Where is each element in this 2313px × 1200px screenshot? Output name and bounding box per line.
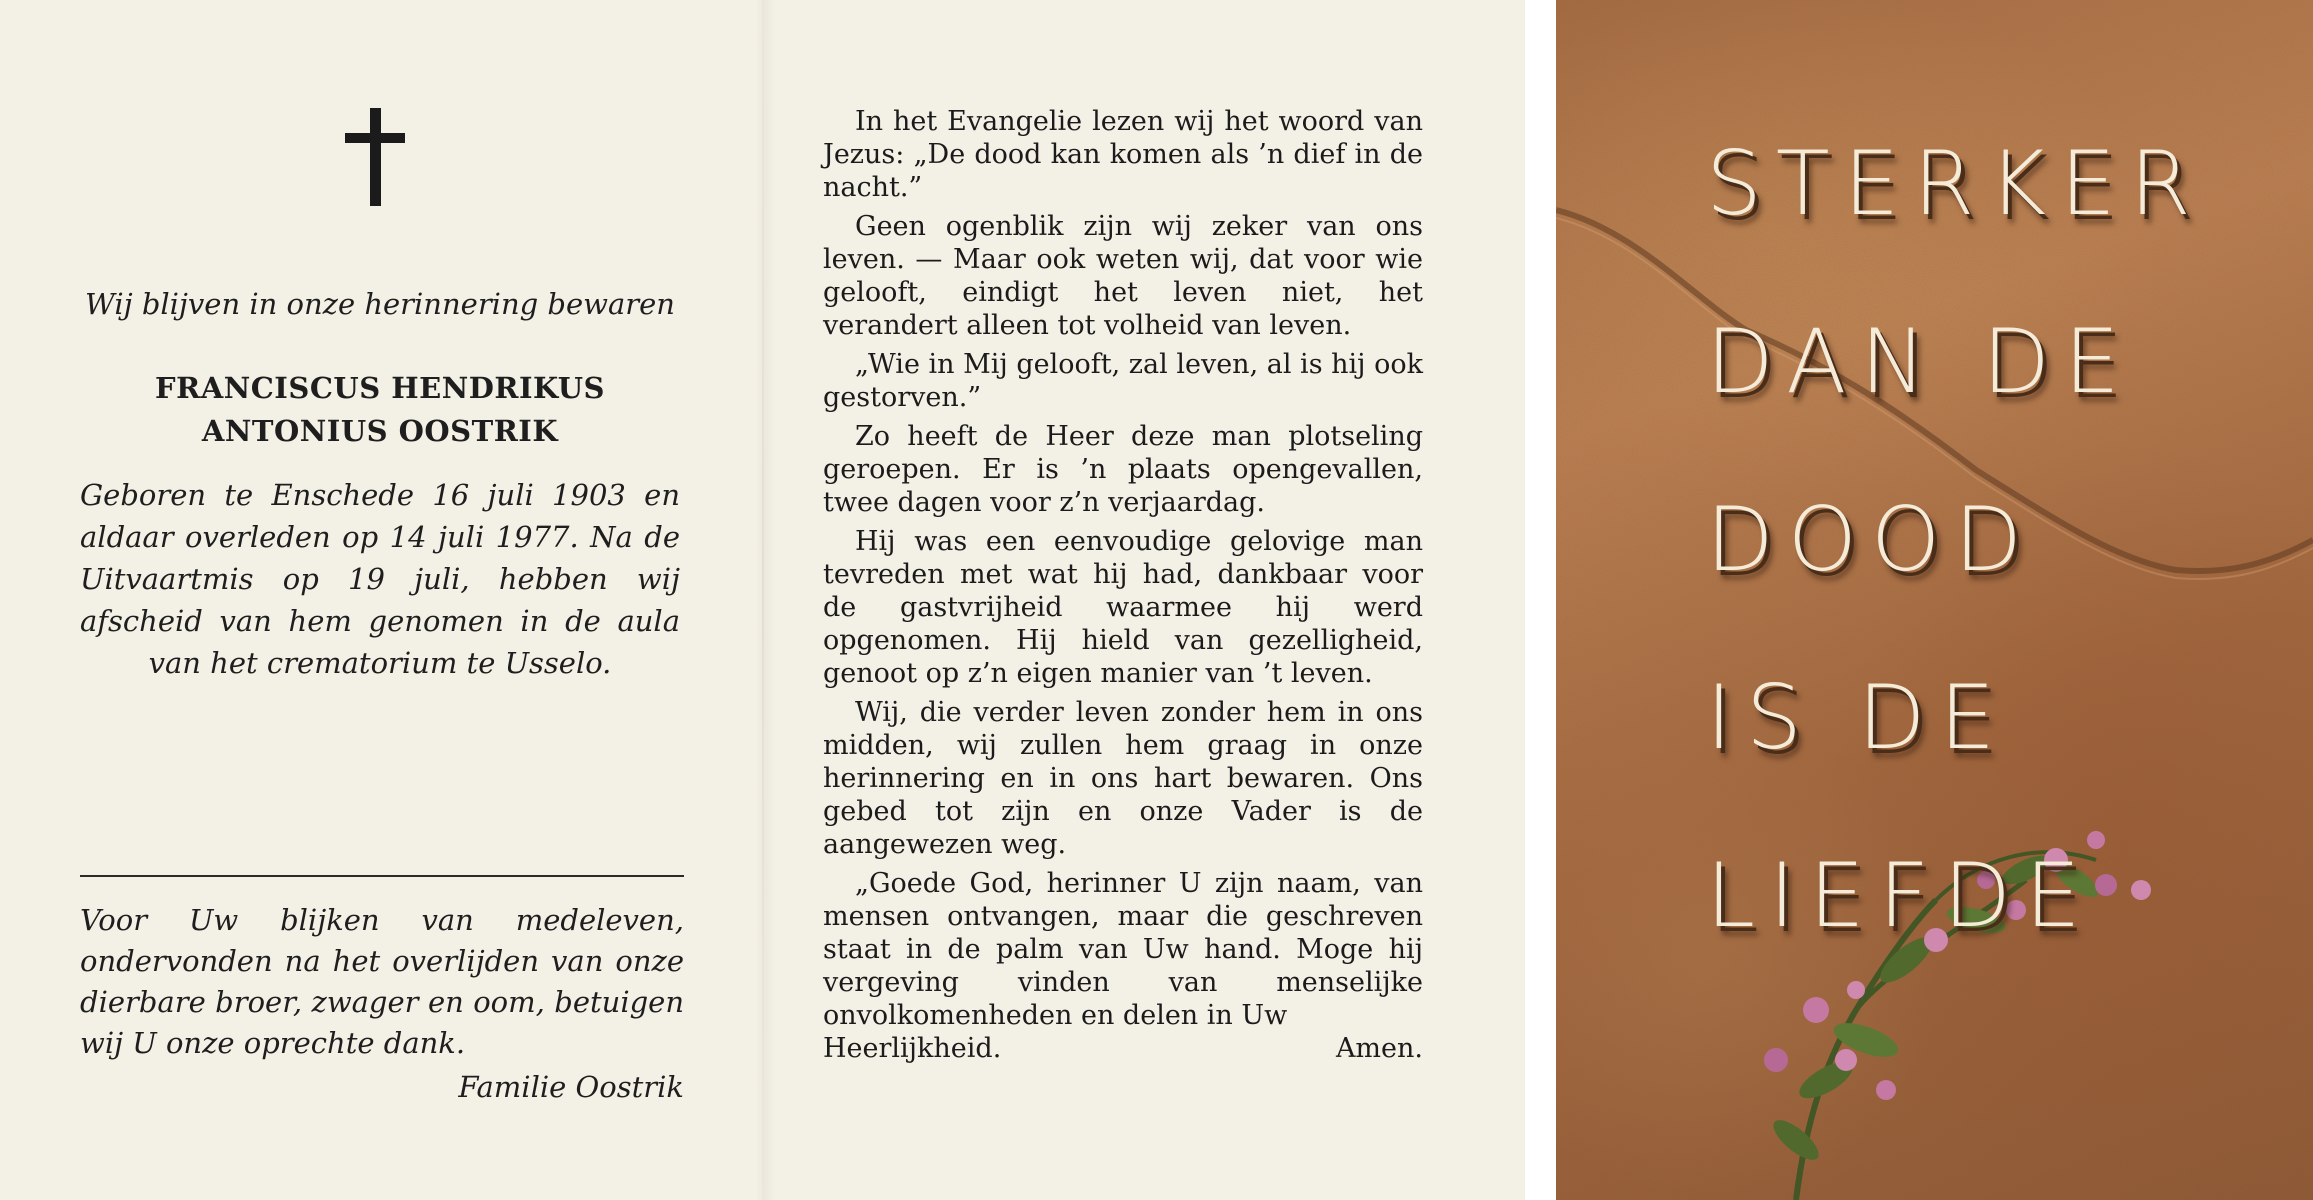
- sermon-paragraph: Hij was een eenvoudige gelovige man tevreden met wat hij had, dankbaar voor de gastvrijheid waarmee hij werd opgenomen. Hij hield van gezelligheid, genoot op z’n eigen manier van ’t leven.: [823, 526, 1423, 689]
- divider-line: [80, 875, 684, 877]
- name-line-1: FRANCISCUS HENDRIKUS: [155, 371, 605, 405]
- card-fold-line: [762, 0, 764, 1200]
- stone-inscription: [1706, 95, 2286, 985]
- card-fold-shade: [755, 0, 775, 1200]
- sermon-paragraph: Zo heeft de Heer deze man plotseling geroepen. Er is ’n plaats opengevallen, twee dagen voor z’n verjaardag.: [823, 421, 1423, 518]
- deceased-name: [80, 367, 680, 453]
- sermon-paragraph: Geen ogenblik zijn wij zeker van ons leven. — Maar ook weten wij, dat voor wie gelooft, eindigt het leven niet, het verandert alleen tot volheid van leven.: [823, 211, 1423, 341]
- inscription-line: LIEFDE: [1706, 844, 2095, 947]
- stone-photo: [1556, 0, 2313, 1200]
- inscription-line: DAN DE: [1706, 310, 2134, 413]
- amen-word: Amen.: [1335, 1033, 1423, 1064]
- inscription-line: STERKER: [1706, 132, 2205, 235]
- sermon-paragraph: „Goede God, herinner U zijn naam, van mensen ontvangen, maar die geschreven staat in de palm van Uw hand. Moge hij vergeving vinden van menselijke onvolkomenheden en delen in Uw: [823, 868, 1423, 1031]
- sermon-closing-line: [823, 1032, 1423, 1065]
- inscription-line: DOOD: [1706, 488, 2037, 591]
- thanks-text: Voor Uw blijken van medeleven, ondervonden na het overlijden van onze dierbare broer, zwager en oom, betuigen wij U onze oprechte dank.: [80, 903, 684, 1060]
- name-line-2: ANTONIUS OOSTRIK: [201, 414, 559, 448]
- biography-text: Geboren te Enschede 16 juli 1903 en aldaar overleden op 14 juli 1977. Na de Uitvaartmis op 19 juli, hebben wij afscheid van hem genomen in de aula van het crematorium te Usselo.: [80, 478, 680, 680]
- inscription-line: IS DE: [1706, 666, 2010, 769]
- family-signature: Familie Oostrik: [458, 1070, 684, 1104]
- sermon-paragraph: In het Evangelie lezen wij het woord van Jezus: „De dood kan komen als ’n dief in de nacht.”: [823, 106, 1423, 203]
- closing-word: Heerlijkheid.: [823, 1033, 1002, 1064]
- sermon-paragraph: „Wie in Mij gelooft, zal leven, al is hij ook gestorven.”: [823, 349, 1423, 413]
- intro-text: Wij blijven in onze herinnering bewaren: [85, 287, 675, 321]
- cross-icon: [345, 108, 405, 206]
- sermon-text: [823, 105, 1423, 1065]
- sermon-paragraph: Wij, die verder leven zonder hem in ons midden, wij zullen hem graag in onze herinnering en in ons hart bewaren. Ons gebed tot zijn en onze Vader is de aangewezen weg.: [823, 697, 1423, 860]
